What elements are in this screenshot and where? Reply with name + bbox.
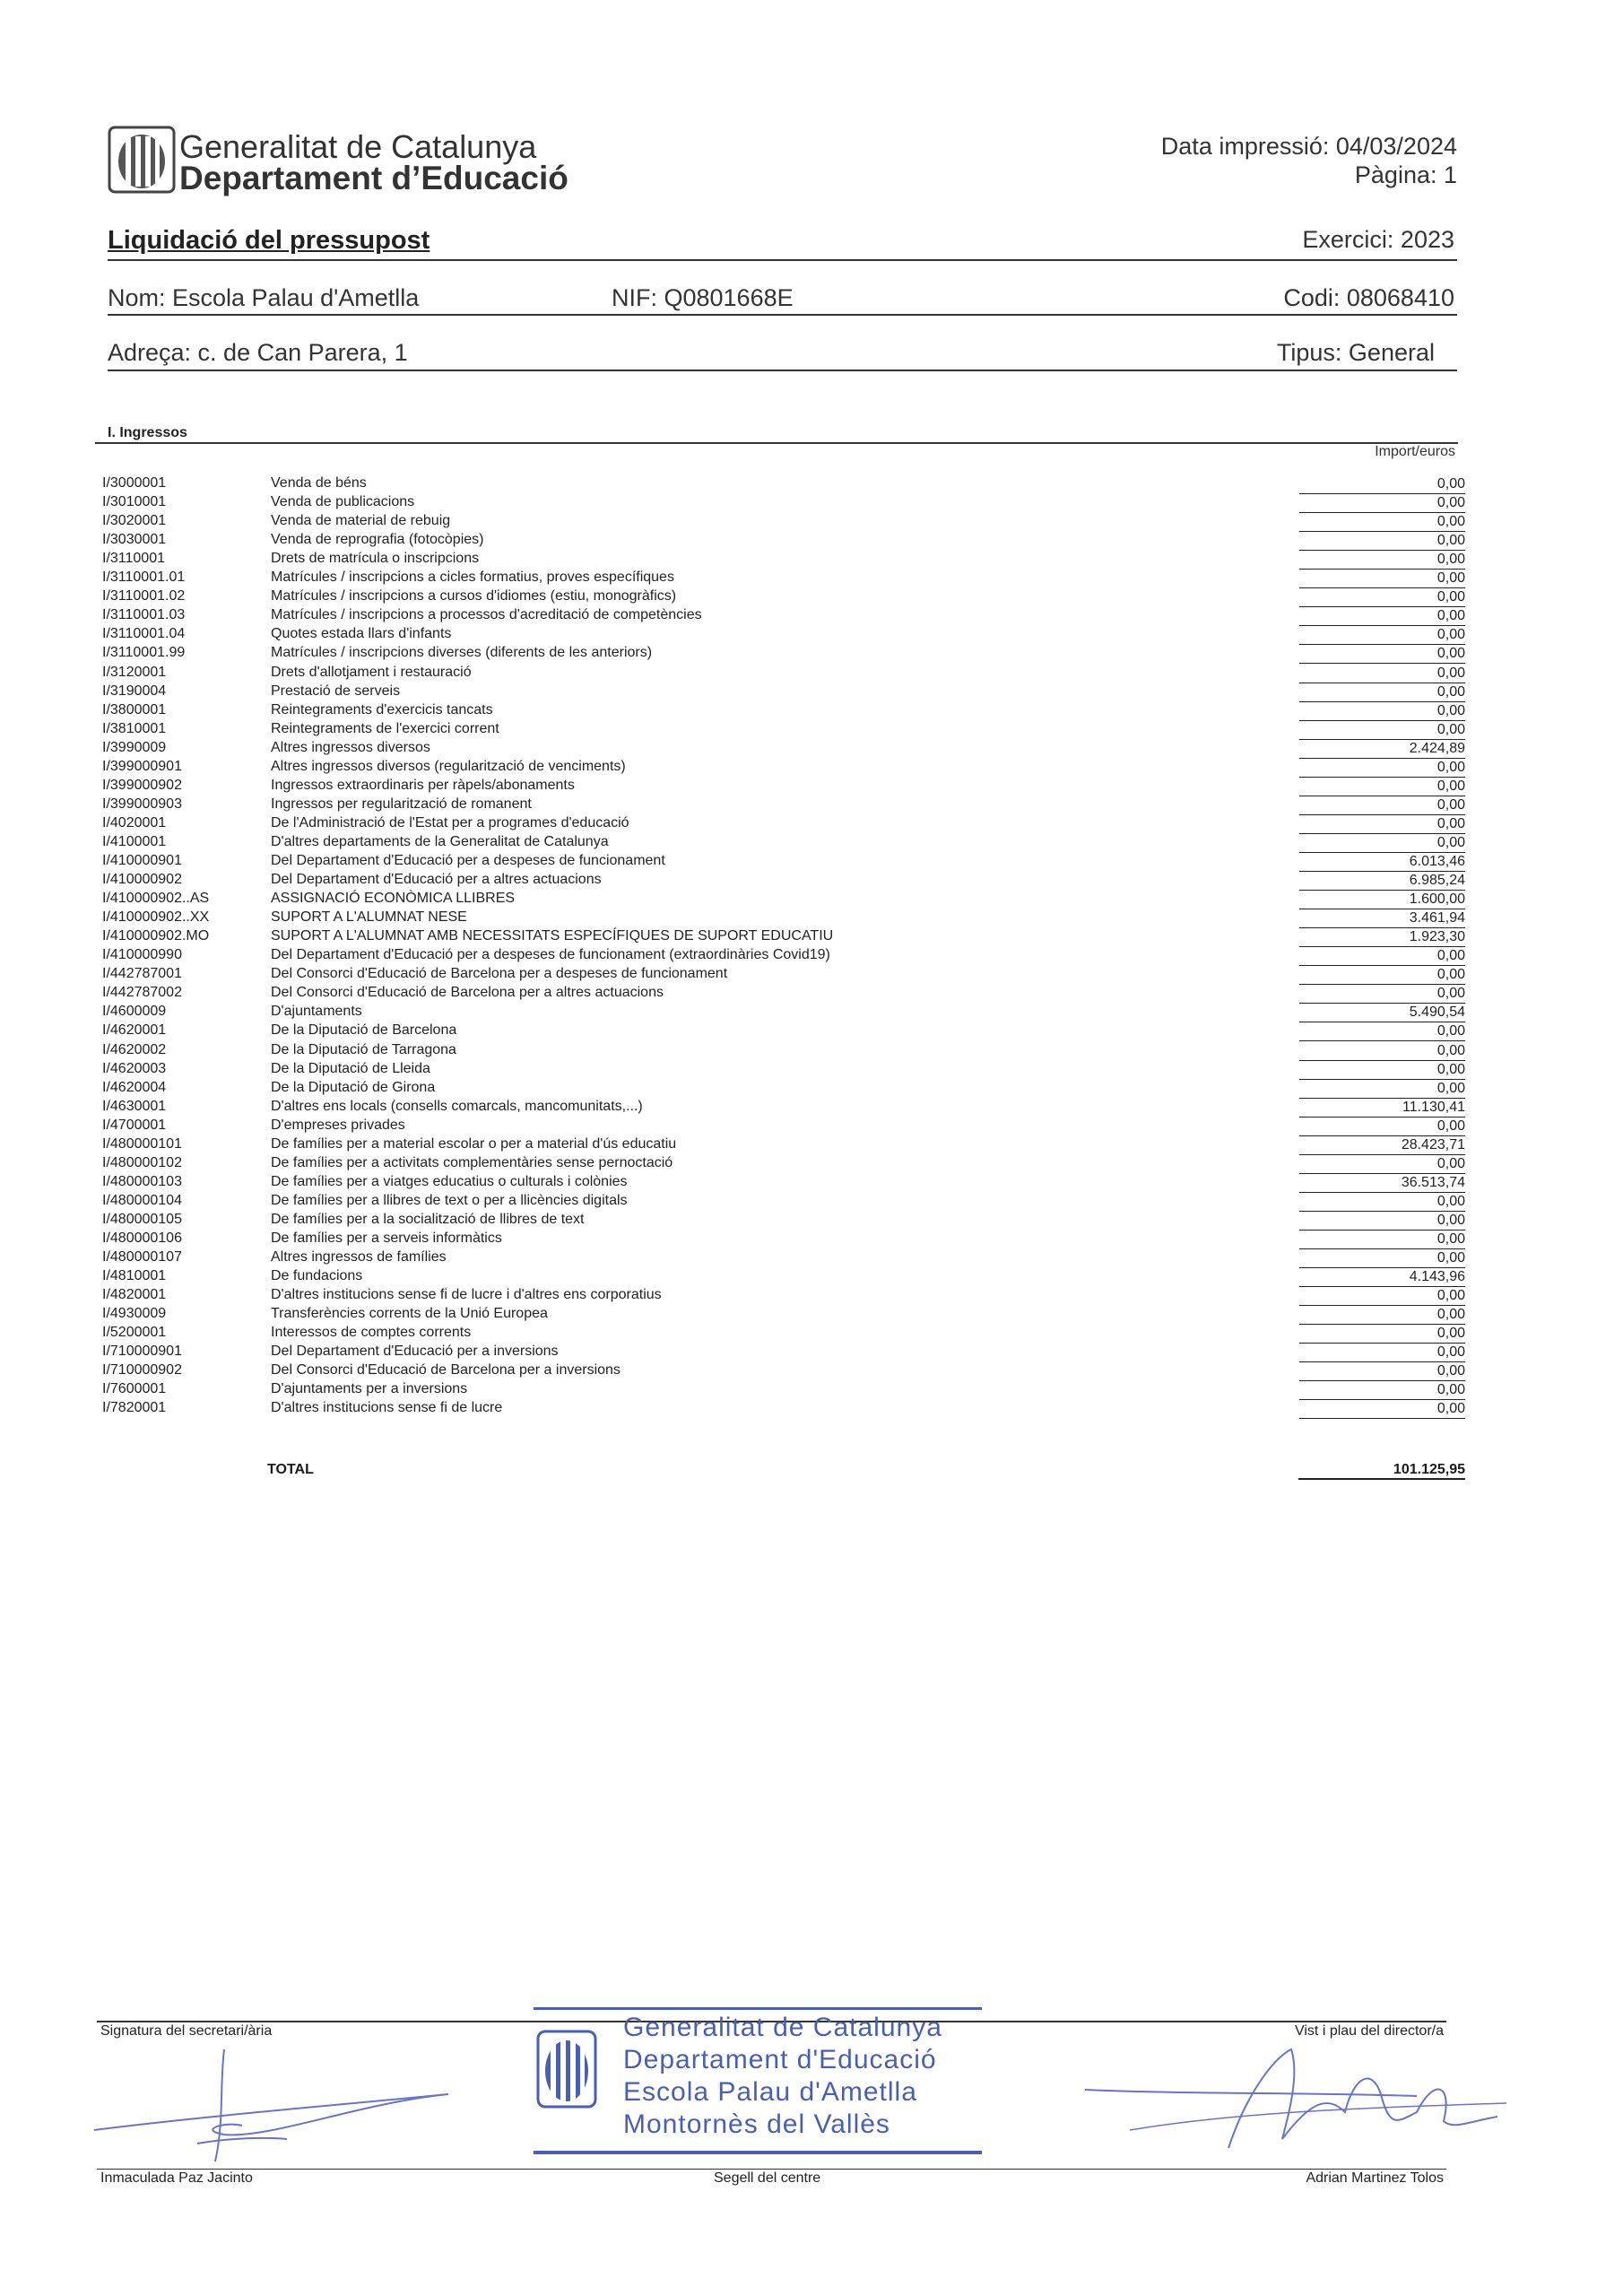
row-amount: 1.923,30 xyxy=(1299,928,1465,947)
row-amount: 0,00 xyxy=(1299,759,1465,778)
table-row xyxy=(102,1118,1465,1136)
table-row xyxy=(102,778,1465,796)
row-description: Altres ingressos diversos (regularització de venciments) xyxy=(271,758,626,774)
row-amount: 0,00 xyxy=(1299,494,1465,513)
row-description: Altres ingressos de famílies xyxy=(271,1249,447,1265)
row-code: I/3990009 xyxy=(102,739,167,755)
row-amount: 0,00 xyxy=(1299,1306,1465,1325)
row-amount: 0,00 xyxy=(1299,1193,1465,1212)
table-row xyxy=(102,1042,1465,1061)
row-description: De famílies per a llibres de text o per a llicències digitals xyxy=(271,1192,628,1208)
row-code: I/410000902..AS xyxy=(102,891,210,907)
row-code: I/480000103 xyxy=(102,1173,182,1189)
row-amount: 0,00 xyxy=(1299,1231,1465,1249)
table-row xyxy=(102,626,1465,645)
row-description: De famílies per a material escolar o per a material d'ús educatiu xyxy=(271,1135,677,1152)
row-description: ASSIGNACIÓ ECONÒMICA LLIBRES xyxy=(271,891,516,907)
row-amount: 0,00 xyxy=(1299,947,1465,966)
row-amount: 0,00 xyxy=(1299,1344,1465,1362)
row-amount: 0,00 xyxy=(1299,834,1465,853)
row-code: I/480000101 xyxy=(102,1135,182,1152)
row-description: Reintegraments d'exercicis tancats xyxy=(271,701,493,718)
row-code: I/3190004 xyxy=(102,683,167,699)
department-name: Departament d’Educació xyxy=(179,160,568,196)
table-row xyxy=(102,1249,1465,1268)
row-description: Del Departament d'Educació per a altres actuacions xyxy=(271,872,602,888)
row-code: I/3110001 xyxy=(102,551,165,567)
row-amount: 0,00 xyxy=(1299,683,1465,702)
row-code: I/410000990 xyxy=(102,947,182,963)
row-code: I/7600001 xyxy=(102,1381,167,1397)
row-code: I/480000107 xyxy=(102,1249,182,1265)
total-label: TOTAL xyxy=(267,1462,314,1477)
row-code: I/399000902 xyxy=(102,777,182,793)
row-description: D'altres institucions sense fi de lucre xyxy=(271,1400,503,1416)
row-amount: 0,00 xyxy=(1299,702,1465,721)
row-description: De l'Administració de l'Estat per a programes d'educació xyxy=(271,814,629,831)
row-code: I/480000106 xyxy=(102,1231,182,1246)
divider xyxy=(97,2169,1446,2170)
school-code: Codi: 08068410 xyxy=(1283,284,1454,311)
table-row xyxy=(102,494,1465,513)
row-code: I/410000902.MO xyxy=(102,928,210,944)
row-amount: 0,00 xyxy=(1299,588,1465,607)
table-row xyxy=(102,1381,1465,1400)
row-amount: 0,00 xyxy=(1299,645,1465,664)
table-row xyxy=(102,1136,1465,1155)
row-amount: 0,00 xyxy=(1299,475,1465,494)
row-code: I/3110001.01 xyxy=(102,570,186,586)
row-amount: 0,00 xyxy=(1299,985,1465,1004)
row-description: Reintegraments de l'exercici corrent xyxy=(271,720,499,736)
stamp-line: Montornès del Vallès xyxy=(623,2109,890,2139)
row-code: I/399000901 xyxy=(102,758,182,774)
table-row xyxy=(102,853,1465,872)
row-description: Matrícules / inscripcions diverses (diferents de les anteriors) xyxy=(271,645,653,661)
stamp-line: Generalitat de Catalunya xyxy=(623,2013,942,2042)
print-date: Data impressió: 04/03/2024 xyxy=(1160,133,1457,160)
table-row xyxy=(102,1344,1465,1362)
row-description: Venda de béns xyxy=(271,475,367,491)
secretary-signature-icon xyxy=(90,2040,466,2166)
page-number: Pàgina: 1 xyxy=(1354,161,1457,188)
table-row xyxy=(102,891,1465,909)
table-row xyxy=(102,645,1465,664)
divider xyxy=(95,442,1458,444)
row-code: I/410000902 xyxy=(102,872,182,888)
row-code: I/4620002 xyxy=(102,1041,167,1057)
row-description: Del Consorci d'Educació de Barcelona per a inversions xyxy=(271,1362,621,1378)
row-description: Matrícules / inscripcions a processos d'acreditació de competències xyxy=(271,607,702,623)
row-amount: 3.461,94 xyxy=(1299,909,1465,928)
row-code: I/7820001 xyxy=(102,1400,167,1416)
table-row xyxy=(102,1061,1465,1080)
table-row xyxy=(102,796,1465,815)
row-amount: 0,00 xyxy=(1299,1362,1465,1381)
row-code: I/3110001.03 xyxy=(102,607,186,623)
table-row xyxy=(102,966,1465,985)
row-code: I/442787002 xyxy=(102,985,182,1001)
row-amount: 0,00 xyxy=(1299,1118,1465,1136)
exercise-year: Exercici: 2023 xyxy=(1302,226,1454,253)
total-value: 101.125,95 xyxy=(1298,1462,1465,1480)
address: Adreça: c. de Can Parera, 1 xyxy=(108,339,408,366)
table-row xyxy=(102,909,1465,928)
row-amount: 0,00 xyxy=(1299,1381,1465,1400)
row-description: Transferències corrents de la Unió Europea xyxy=(271,1306,548,1322)
row-amount: 0,00 xyxy=(1299,1287,1465,1306)
row-description: Del Departament d'Educació per a despeses de funcionament xyxy=(271,853,665,868)
row-description: Altres ingressos diversos xyxy=(271,739,430,755)
row-amount: 0,00 xyxy=(1299,665,1465,683)
director-approval-label: Vist i plau del director/a xyxy=(1294,2023,1444,2039)
row-description: Interessos de comptes corrents xyxy=(271,1325,472,1341)
row-description: SUPORT A L'ALUMNAT AMB NECESSITATS ESPECÍFIQUES DE SUPORT EDUCATIU xyxy=(271,928,834,944)
center-stamp xyxy=(534,2007,982,2169)
row-description: De famílies per a serveis informàtics xyxy=(271,1231,502,1246)
secretary-signature-label: Signatura del secretari/ària xyxy=(100,2023,273,2039)
school-name: Nom: Escola Palau d'Ametlla xyxy=(108,284,420,311)
row-code: I/480000105 xyxy=(102,1211,182,1227)
row-description: D'altres departaments de la Generalitat de Catalunya xyxy=(271,833,609,849)
center-type: Tipus: General xyxy=(1276,339,1435,366)
row-amount: 0,00 xyxy=(1299,1325,1465,1344)
stamp-line: Escola Palau d'Ametlla xyxy=(623,2077,917,2107)
row-description: SUPORT A L'ALUMNAT NESE xyxy=(271,909,467,926)
row-description: Prestació de serveis xyxy=(271,683,401,699)
row-description: De famílies per a viatges educatius o culturals i colònies xyxy=(271,1173,628,1189)
row-code: I/3110001.99 xyxy=(102,645,186,661)
row-code: I/4810001 xyxy=(102,1268,167,1284)
table-row xyxy=(102,872,1465,891)
table-row xyxy=(102,740,1465,759)
row-amount: 28.423,71 xyxy=(1299,1136,1465,1155)
row-code: I/410000901 xyxy=(102,853,182,868)
row-amount: 0,00 xyxy=(1299,1022,1465,1041)
nif: NIF: Q0801668E xyxy=(612,284,794,311)
table-row xyxy=(102,702,1465,721)
row-amount: 0,00 xyxy=(1299,551,1465,570)
row-amount: 0,00 xyxy=(1299,1155,1465,1174)
row-amount: 0,00 xyxy=(1299,815,1465,834)
row-amount: 0,00 xyxy=(1299,532,1465,551)
row-amount: 4.143,96 xyxy=(1299,1268,1465,1287)
row-amount: 0,00 xyxy=(1299,570,1465,588)
row-amount: 0,00 xyxy=(1299,1080,1465,1099)
row-amount: 11.130,41 xyxy=(1299,1099,1465,1118)
table-row xyxy=(102,1231,1465,1249)
row-description: Del Consorci d'Educació de Barcelona per a despeses de funcionament xyxy=(271,966,728,982)
row-code: I/4630001 xyxy=(102,1098,167,1114)
row-amount: 0,00 xyxy=(1299,1061,1465,1080)
row-amount: 1.600,00 xyxy=(1299,891,1465,909)
row-description: Ingressos per regularització de romanent xyxy=(271,796,532,812)
table-row xyxy=(102,1362,1465,1381)
table-row xyxy=(102,1174,1465,1193)
row-code: I/4620003 xyxy=(102,1060,167,1076)
row-amount: 0,00 xyxy=(1299,1212,1465,1231)
row-code: I/3110001.04 xyxy=(102,626,186,642)
section-title: I. Ingressos xyxy=(108,425,187,440)
row-description: De la Diputació de Barcelona xyxy=(271,1022,457,1039)
table-row xyxy=(102,1325,1465,1344)
table-row xyxy=(102,1004,1465,1022)
divider xyxy=(108,259,1457,261)
row-description: Matrícules / inscripcions a cursos d'idiomes (estiu, monogràfics) xyxy=(271,588,677,604)
table-row xyxy=(102,721,1465,740)
row-description: Matrícules / inscripcions a cicles formatius, proves específiques xyxy=(271,570,674,586)
row-amount: 6.013,46 xyxy=(1299,853,1465,872)
divider xyxy=(108,314,1457,316)
table-row xyxy=(102,1212,1465,1231)
row-description: Quotes estada llars d'infants xyxy=(271,626,452,642)
divider xyxy=(108,370,1457,371)
row-amount: 0,00 xyxy=(1299,778,1465,796)
row-description: Del Departament d'Educació per a inversions xyxy=(271,1344,559,1360)
row-amount: 0,00 xyxy=(1299,966,1465,985)
row-code: I/4620004 xyxy=(102,1079,167,1095)
table-row xyxy=(102,1193,1465,1212)
row-code: I/399000903 xyxy=(102,796,182,812)
row-amount: 36.513,74 xyxy=(1299,1174,1465,1193)
row-description: D'altres ens locals (consells comarcals, mancomunitats,...) xyxy=(271,1098,643,1114)
document-title: Liquidació del pressupost xyxy=(108,226,430,255)
row-description: D'altres institucions sense fi de lucre i d'altres ens corporatius xyxy=(271,1287,662,1303)
stamp-line: Departament d'Educació xyxy=(623,2045,937,2074)
table-row xyxy=(102,570,1465,588)
table-row xyxy=(102,985,1465,1004)
row-code: I/4930009 xyxy=(102,1306,167,1322)
table-row xyxy=(102,588,1465,607)
table-row xyxy=(102,532,1465,551)
table-row xyxy=(102,1400,1465,1419)
row-amount: 2.424,89 xyxy=(1299,740,1465,759)
row-code: I/5200001 xyxy=(102,1325,167,1341)
row-code: I/442787001 xyxy=(102,966,182,982)
row-code: I/3020001 xyxy=(102,513,167,529)
table-row xyxy=(102,1268,1465,1287)
table-row xyxy=(102,607,1465,626)
row-code: I/3010001 xyxy=(102,494,167,510)
row-code: I/4100001 xyxy=(102,833,167,849)
table-row xyxy=(102,513,1465,532)
row-code: I/480000102 xyxy=(102,1154,182,1170)
row-description: Ingressos extraordinaris per ràpels/abonaments xyxy=(271,777,575,793)
row-description: Venda de publicacions xyxy=(271,494,415,510)
row-code: I/4820001 xyxy=(102,1287,167,1303)
row-description: Venda de material de rebuig xyxy=(271,513,451,529)
table-row xyxy=(102,1022,1465,1041)
stamp-logo-icon xyxy=(535,2029,598,2109)
row-description: Del Departament d'Educació per a despeses de funcionament (extraordinàries Covid19) xyxy=(271,947,830,963)
table-row xyxy=(102,1080,1465,1099)
table-row xyxy=(102,928,1465,947)
row-description: De la Diputació de Girona xyxy=(271,1079,436,1095)
row-amount: 6.985,24 xyxy=(1299,872,1465,891)
row-description: De famílies per a activitats complementàries sense pernoctació xyxy=(271,1154,673,1170)
row-amount: 0,00 xyxy=(1299,796,1465,815)
row-amount: 0,00 xyxy=(1299,513,1465,532)
row-code: I/3000001 xyxy=(102,475,167,491)
row-description: Venda de reprografia (fotocòpies) xyxy=(271,532,484,548)
row-code: I/710000901 xyxy=(102,1344,182,1360)
row-description: De la Diputació de Lleida xyxy=(271,1060,430,1076)
row-amount: 0,00 xyxy=(1299,626,1465,645)
row-description: D'empreses privades xyxy=(271,1117,405,1133)
row-description: Del Consorci d'Educació de Barcelona per a altres actuacions xyxy=(271,985,664,1001)
row-code: I/3800001 xyxy=(102,701,167,718)
row-code: I/4700001 xyxy=(102,1117,167,1133)
table-row xyxy=(102,551,1465,570)
row-amount: 0,00 xyxy=(1299,607,1465,626)
table-row xyxy=(102,947,1465,966)
row-description: D'ajuntaments xyxy=(271,1004,362,1020)
row-description: De la Diputació de Tarragona xyxy=(271,1041,456,1057)
row-code: I/3120001 xyxy=(102,664,167,680)
table-row xyxy=(102,815,1465,834)
row-code: I/480000104 xyxy=(102,1192,182,1208)
row-amount: 0,00 xyxy=(1299,721,1465,740)
director-name: Adrian Martinez Tolos xyxy=(1306,2170,1444,2186)
table-row xyxy=(102,1287,1465,1306)
row-code: I/4620001 xyxy=(102,1022,167,1039)
org-name: Generalitat de Catalunya xyxy=(179,128,537,165)
table-row xyxy=(102,759,1465,778)
generalitat-logo-icon xyxy=(108,126,176,194)
row-code: I/4600009 xyxy=(102,1004,167,1020)
row-description: De fundacions xyxy=(271,1268,363,1284)
row-code: I/4020001 xyxy=(102,814,167,831)
row-description: Drets de matrícula o inscripcions xyxy=(271,551,480,567)
table-row xyxy=(102,683,1465,702)
row-amount: 0,00 xyxy=(1299,1249,1465,1268)
row-description: De famílies per a la socialització de llibres de text xyxy=(271,1211,585,1227)
row-code: I/3030001 xyxy=(102,532,167,548)
table-row xyxy=(102,1099,1465,1118)
row-code: I/710000902 xyxy=(102,1362,182,1378)
row-amount: 5.490,54 xyxy=(1299,1004,1465,1022)
table-row xyxy=(102,1155,1465,1174)
secretary-name: Inmaculada Paz Jacinto xyxy=(100,2170,253,2186)
row-amount: 0,00 xyxy=(1299,1400,1465,1419)
table-row xyxy=(102,665,1465,683)
table-row xyxy=(102,834,1465,853)
row-code: I/3110001.02 xyxy=(102,588,186,604)
row-description: Drets d'allotjament i restauració xyxy=(271,664,472,680)
row-code: I/3810001 xyxy=(102,720,167,736)
unit-label: Import/euros xyxy=(1375,444,1455,459)
row-description: D'ajuntaments per a inversions xyxy=(271,1381,468,1397)
row-code: I/410000902..XX xyxy=(102,909,210,926)
row-amount: 0,00 xyxy=(1299,1042,1465,1061)
table-row xyxy=(102,1306,1465,1325)
stamp-label: Segell del centre xyxy=(714,2170,821,2186)
table-row xyxy=(102,475,1465,494)
director-signature-icon xyxy=(1076,2040,1515,2175)
